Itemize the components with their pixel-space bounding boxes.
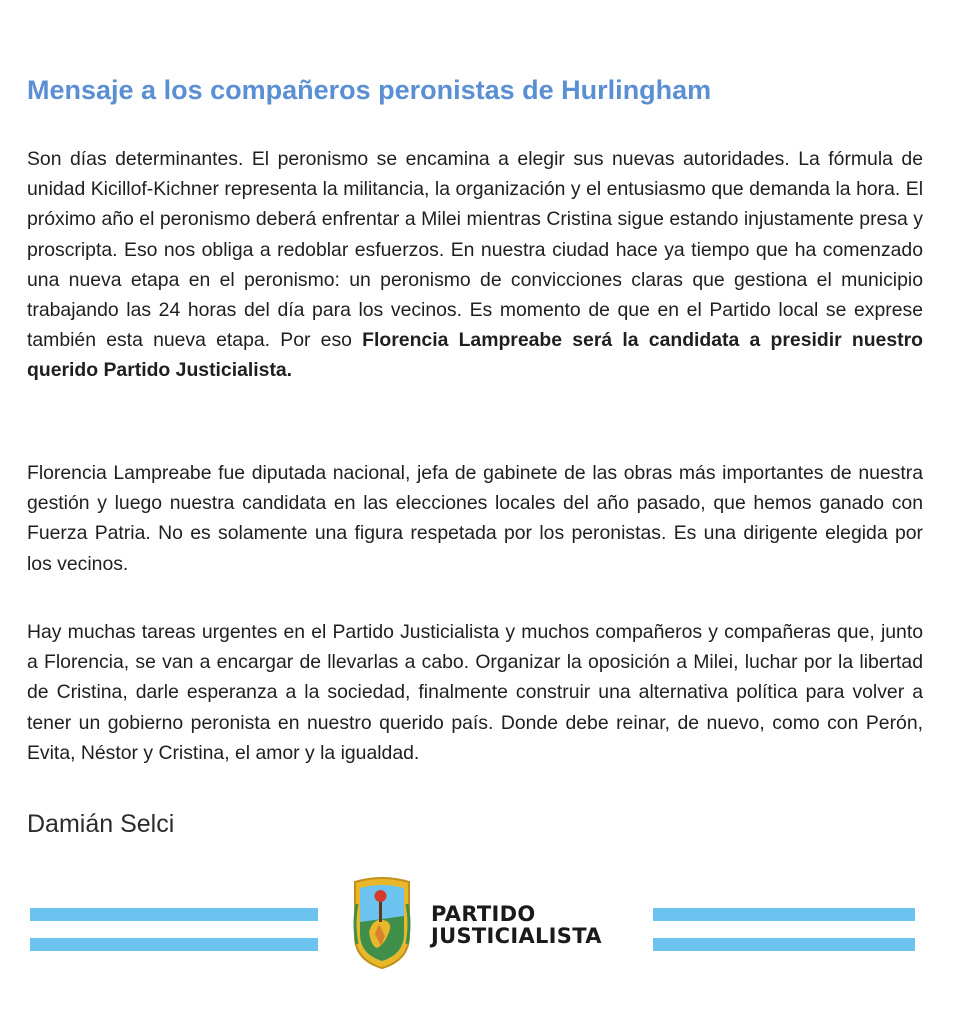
page-title: Mensaje a los compañeros peronistas de Hurlingham (27, 75, 712, 105)
paragraph-intro-highlight: Florencia Lampreabe será la candidata a presidir nuestro querido Partido Justicialista. (27, 329, 923, 382)
paragraph-candidate-bio: Florencia Lampreabe fue diputada nacional, jefa de gabinete de las obras más importantes de nuestra gestión y luego nuestra candidata en las elecciones locales del año pasado, que hemos ganado con Fuerza Patria. No es solamente una figura respetada por los peronistas. Es una dirigente elegida por los vecinos. (27, 462, 923, 575)
flag-stripe-left-top (30, 908, 318, 921)
flag-stripe-right-bottom (653, 938, 915, 951)
flag-stripe-right-top (653, 908, 915, 921)
flag-stripe-left-bottom (30, 938, 318, 951)
paragraph-tasks: Hay muchas tareas urgentes en el Partido Justicialista y muchos compañeros y compañeras que, junto a Florencia, se van a encargar de llevarlas a cabo. Organizar la oposición a Milei, luchar por la libertad de Cristina, darle esperanza a la sociedad, finalmente construir una alternativa política para volver a tener un gobierno peronista en nuestro querido país. Donde debe reinar, de nuevo, como con Perón, Evita, Néstor y Cristina, el amor y la igualdad. (27, 621, 923, 764)
pj-shield-icon (349, 874, 415, 970)
pj-logo-text (431, 903, 602, 947)
pj-logo-line2: JUSTICIALISTA (431, 924, 602, 948)
paragraph-intro-text: Son días determinantes. El peronismo se encamina a elegir sus nuevas autoridades. La fórmula de unidad Kicillof-Kichner representa la militancia, la organización y el entusiasmo que demanda la hora. El próximo año el peronismo deberá enfrentar a Milei mientras Cristina sigue estando injustamente presa y proscripta. Eso nos obliga a redoblar esfuerzos. En nuestra ciudad hace ya tiempo que ha comenzado una nueva etapa en el peronismo: un peronismo de convicciones claras que gestiona el municipio trabajando las 24 horas del día para los vecinos. Es momento de que en el Partido local se exprese también esta nueva etapa. Por eso (27, 148, 923, 352)
signature: Damián Selci (27, 810, 175, 838)
pj-logo-line1: PARTIDO (431, 902, 536, 926)
paragraph-intro (27, 144, 923, 386)
